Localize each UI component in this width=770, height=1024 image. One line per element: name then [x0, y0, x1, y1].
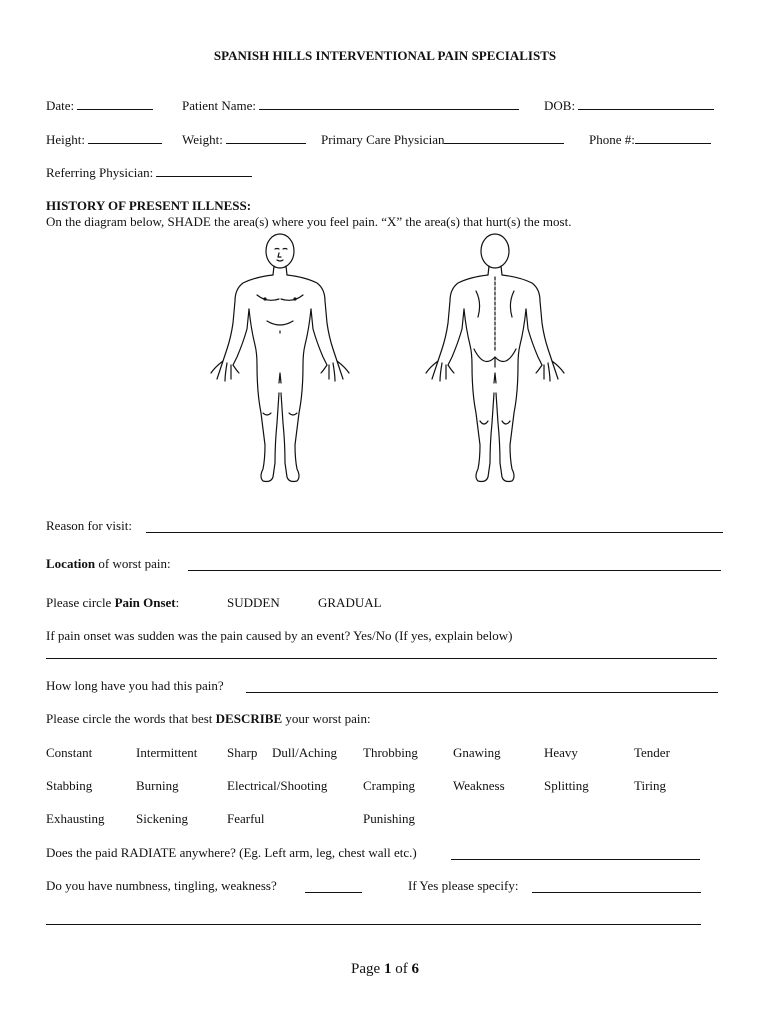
onset-prefix: Please circle — [46, 595, 115, 610]
reason-line[interactable] — [146, 531, 723, 533]
phone-field[interactable] — [589, 131, 711, 148]
dob-field[interactable] — [544, 97, 714, 114]
descriptor-electrical-shooting[interactable]: Electrical/Shooting — [227, 778, 328, 793]
location-rest: of worst pain: — [95, 556, 171, 571]
date-field[interactable] — [46, 97, 153, 114]
page-footer — [0, 961, 770, 978]
descriptor-fearful[interactable]: Fearful — [227, 811, 265, 826]
page-number: 1 — [383, 961, 392, 977]
patient-name-label: Patient Name: — [182, 98, 257, 113]
how-long-label: How long have you had this pain? — [46, 678, 224, 693]
weight-line[interactable] — [226, 131, 306, 144]
descriptor-splitting[interactable]: Splitting — [544, 778, 589, 793]
location-line[interactable] — [188, 569, 721, 571]
location-bold: Location — [46, 556, 96, 571]
page-total: 6 — [411, 961, 419, 977]
location-label — [46, 556, 171, 572]
patient-name-line[interactable] — [259, 97, 519, 110]
descriptor-gnawing[interactable]: Gnawing — [453, 745, 501, 760]
specify-continuation-line[interactable] — [46, 923, 701, 925]
descriptor-sickening[interactable]: Sickening — [136, 811, 188, 826]
how-long-line[interactable] — [246, 691, 718, 693]
onset-label — [46, 595, 179, 611]
specify-line[interactable] — [532, 891, 701, 893]
pcp-label: Primary Care Physician — [321, 132, 445, 147]
descriptor-heavy[interactable]: Heavy — [544, 745, 578, 760]
date-line[interactable] — [77, 97, 153, 110]
dob-line[interactable] — [578, 97, 714, 110]
describe-suffix: your worst pain: — [282, 711, 371, 726]
descriptor-punishing[interactable]: Punishing — [363, 811, 416, 826]
history-instruction: On the diagram below, SHADE the area(s) where you feel pain. “X” the area(s) that hurt(s) the most. — [46, 214, 572, 229]
weight-label: Weight: — [182, 132, 223, 147]
describe-prefix: Please circle the words that best — [46, 711, 216, 726]
phone-line[interactable] — [635, 131, 711, 144]
descriptor-sharp[interactable]: Sharp — [227, 745, 258, 760]
event-explain-line[interactable] — [46, 657, 717, 659]
body-front-diagram[interactable] — [205, 233, 355, 485]
descriptor-exhausting[interactable]: Exhausting — [46, 811, 105, 826]
describe-bold: DESCRIBE — [215, 711, 283, 726]
onset-sudden-option[interactable]: SUDDEN — [227, 595, 280, 610]
specify-label: If Yes please specify: — [408, 878, 519, 893]
date-label: Date: — [46, 98, 75, 113]
page-word: Page — [351, 961, 384, 977]
onset-bold: Pain Onset — [114, 595, 176, 610]
history-heading: HISTORY OF PRESENT ILLNESS: — [46, 198, 252, 213]
referring-field[interactable] — [46, 164, 252, 181]
descriptor-burning[interactable]: Burning — [136, 778, 179, 793]
referring-label: Referring Physician: — [46, 165, 154, 180]
height-label: Height: — [46, 132, 85, 147]
numbness-line[interactable] — [305, 891, 362, 893]
patient-name-field[interactable] — [182, 97, 519, 114]
descriptor-constant[interactable]: Constant — [46, 745, 93, 760]
onset-colon: : — [175, 595, 180, 610]
pcp-field[interactable] — [321, 131, 564, 148]
dob-label: DOB: — [544, 98, 576, 113]
of-word: of — [391, 961, 412, 977]
descriptor-weakness[interactable]: Weakness — [453, 778, 505, 793]
describe-label — [46, 711, 371, 727]
descriptor-stabbing[interactable]: Stabbing — [46, 778, 93, 793]
weight-field[interactable] — [182, 131, 306, 148]
referring-line[interactable] — [156, 164, 252, 177]
page-title: SPANISH HILLS INTERVENTIONAL PAIN SPECIALISTS — [213, 48, 557, 63]
radiate-line[interactable] — [451, 858, 700, 860]
onset-gradual-option[interactable]: GRADUAL — [318, 595, 382, 610]
descriptor-dull-aching[interactable]: Dull/Aching — [272, 745, 337, 760]
pcp-line[interactable] — [444, 131, 564, 144]
descriptor-tiring[interactable]: Tiring — [634, 778, 667, 793]
numbness-label: Do you have numbness, tingling, weakness? — [46, 878, 277, 893]
descriptor-intermittent[interactable]: Intermittent — [136, 745, 198, 760]
event-question: If pain onset was sudden was the pain caused by an event? Yes/No (If yes, explain below) — [46, 628, 513, 643]
descriptor-throbbing[interactable]: Throbbing — [363, 745, 418, 760]
reason-label: Reason for visit: — [46, 518, 132, 533]
phone-label: Phone #: — [589, 132, 635, 147]
body-back-diagram[interactable] — [420, 233, 570, 485]
descriptor-tender[interactable]: Tender — [634, 745, 670, 760]
height-line[interactable] — [88, 131, 162, 144]
descriptor-cramping[interactable]: Cramping — [363, 778, 415, 793]
height-field[interactable] — [46, 131, 162, 148]
radiate-label: Does the paid RADIATE anywhere? (Eg. Left arm, leg, chest wall etc.) — [46, 845, 417, 860]
